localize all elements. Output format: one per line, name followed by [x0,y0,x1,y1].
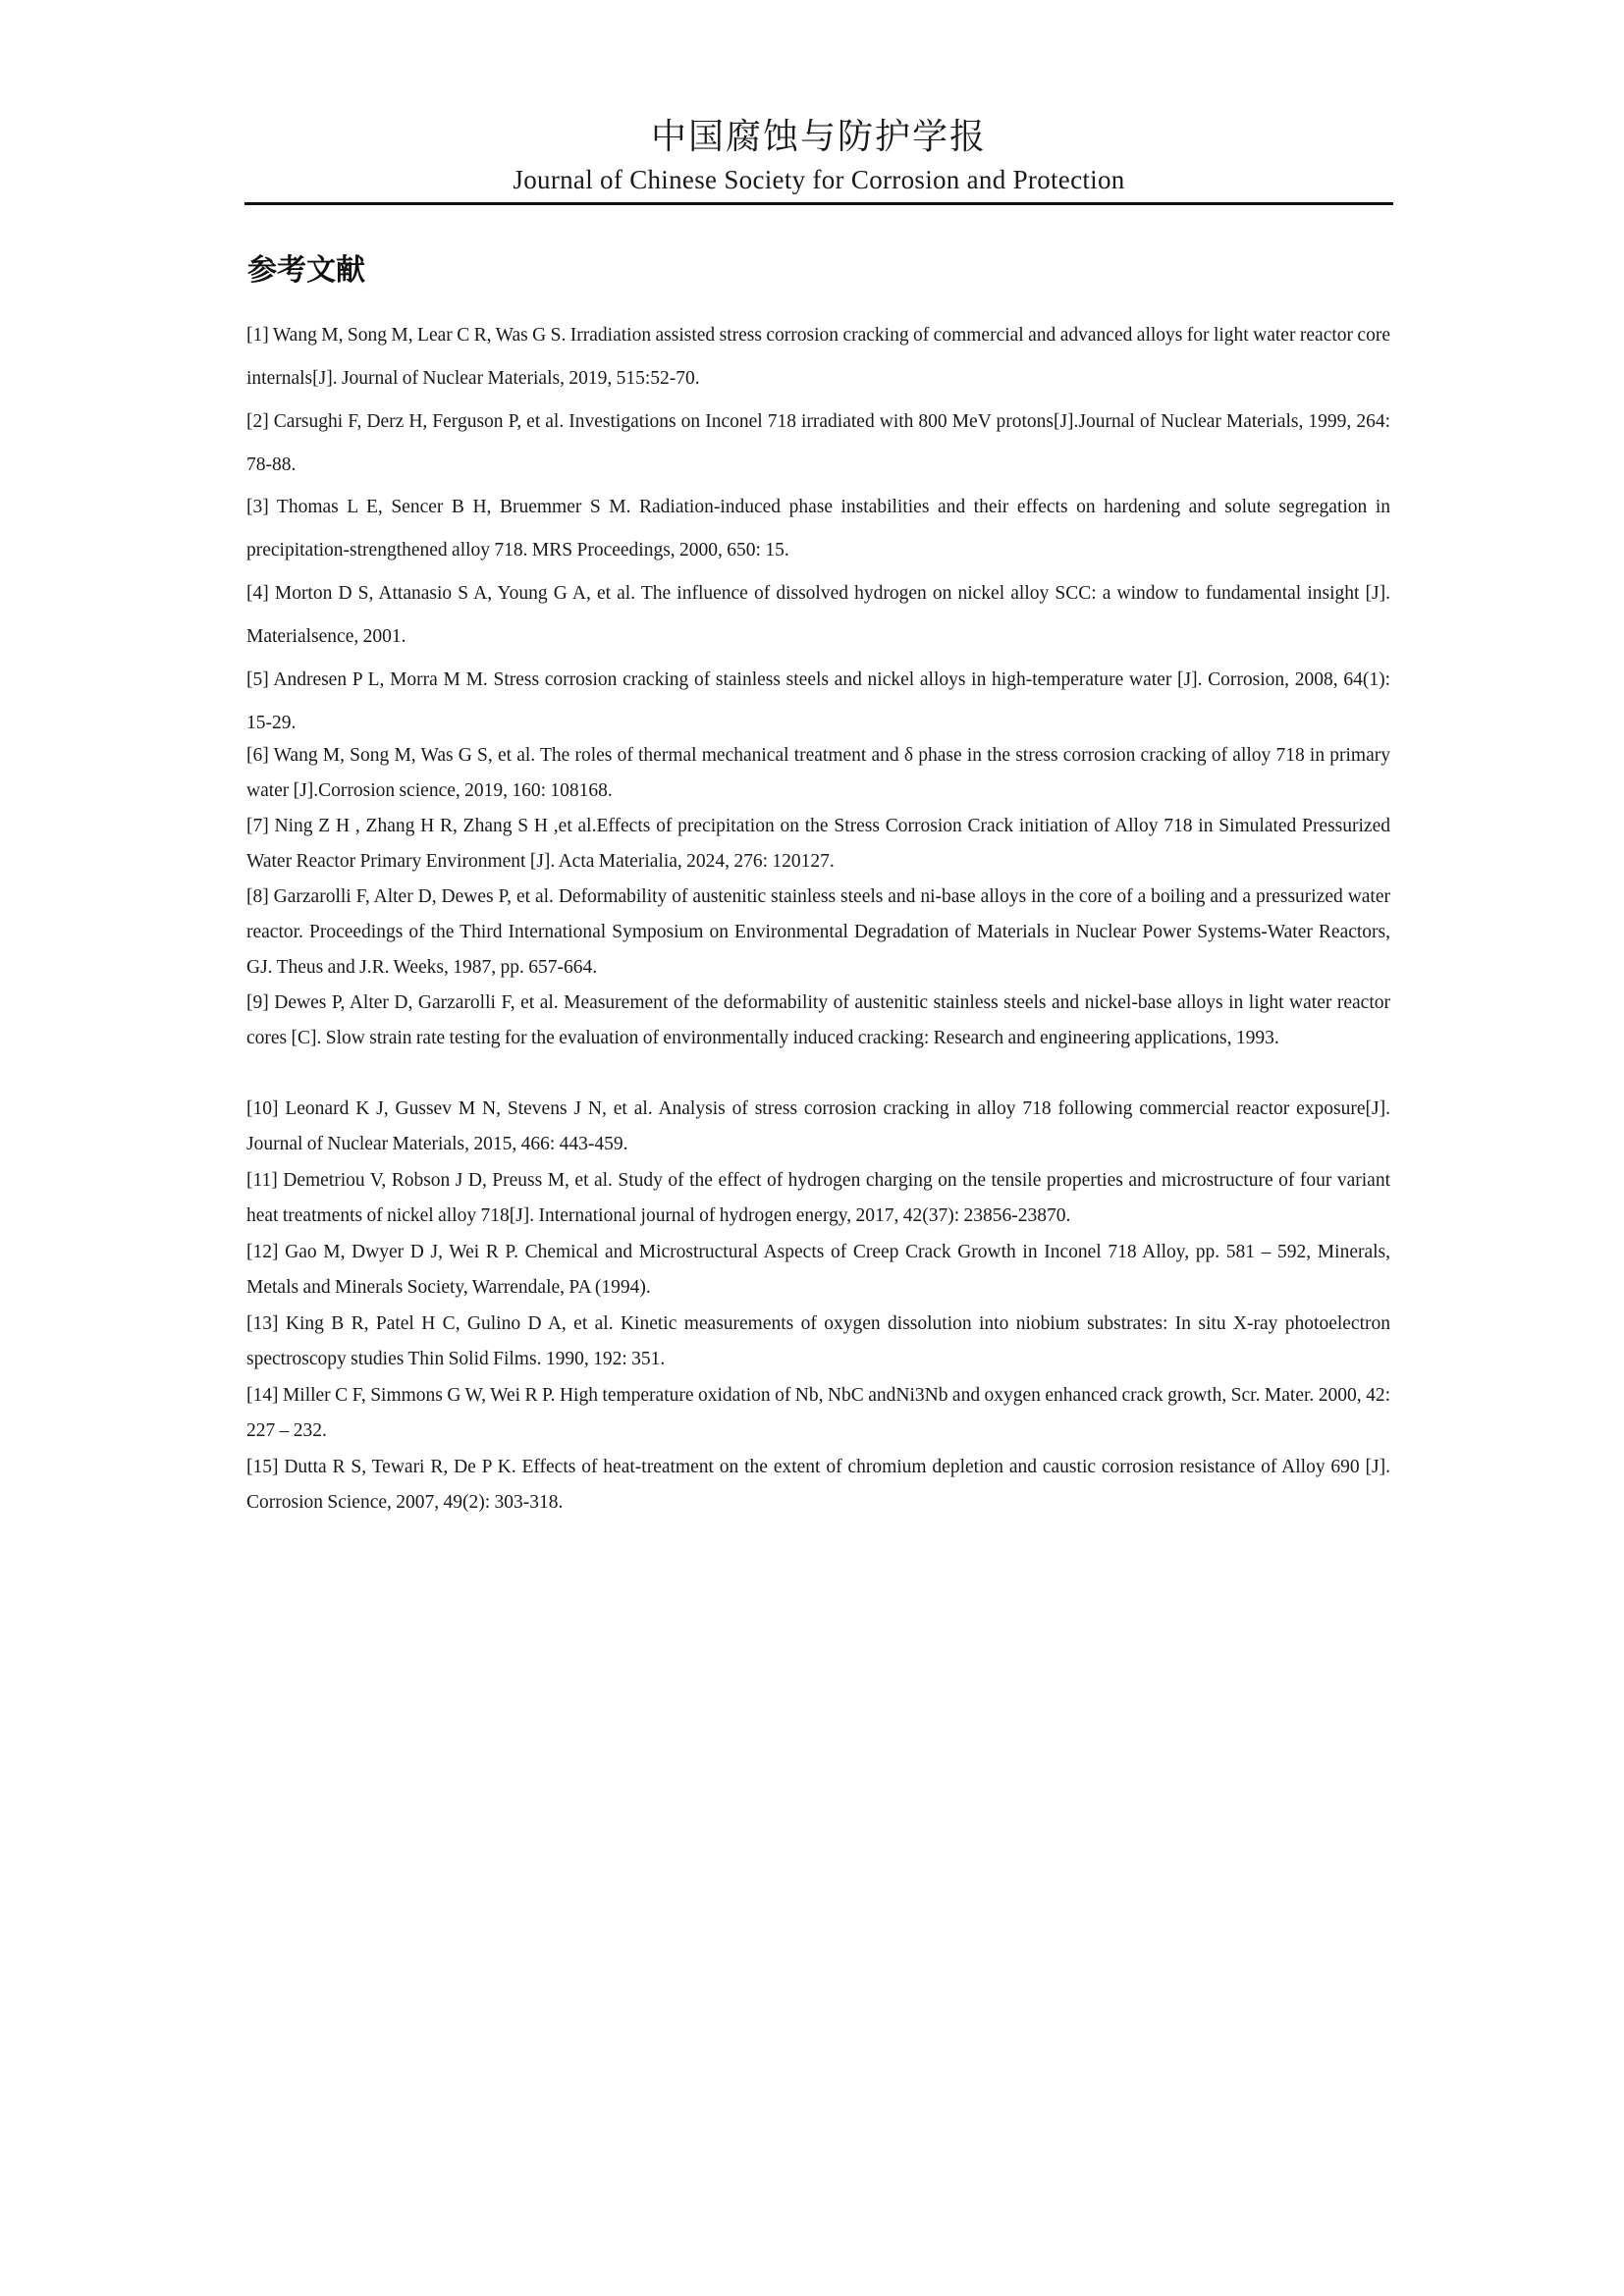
reference-item-11: [11] Demetriou V, Robson J D, Preuss M, et al. Study of the effect of hydrogen charging on the tensile properties and microstructure of four variant heat treatments of nickel alloy 718[J]. International journal of hydrogen energy, 2017, 42(37): 23856-23870. [246,1170,1390,1226]
reference-item-8: [8] Garzarolli F, Alter D, Dewes P, et al. Deformability of austenitic stainless steels and ni-base alloys in the core of a boiling and a pressurized water reactor. Proceedings of the Third International Symposium on Environmental Degradation of Materials in Nuclear Power Systems-Water Reactors, GJ. Theus and J.R. Weeks, 1987, pp. 657-664. [246,886,1390,978]
reference-item-2: [2] Carsughi F, Derz H, Ferguson P, et al. Investigations on Inconel 718 irradiated with 800 MeV protons[J].Journal of Nuclear Materials, 1999, 264: 78-88. [246,411,1390,475]
reference-item-15: [15] Dutta R S, Tewari R, De P K. Effects of heat-treatment on the extent of chromium depletion and caustic corrosion resistance of Alloy 690 [J]. Corrosion Science, 2007, 49(2): 303-318. [246,1457,1390,1513]
reference-item-14: [14] Miller C F, Simmons G W, Wei R P. High temperature oxidation of Nb, NbC andNi3Nb and oxygen enhanced crack growth, Scr. Mater. 2000, 42: 227 – 232. [246,1385,1390,1441]
header-divider [244,202,1393,205]
reference-item-5: [5] Andresen P L, Morra M M. Stress corrosion cracking of stainless steels and nickel alloys in high-temperature water [J]. Corrosion, 2008, 64(1): 15-29. [246,669,1390,733]
reference-item-3: [3] Thomas L E, Sencer B H, Bruemmer S M. Radiation-induced phase instabilities and their effects on hardening and solute segregation in precipitation-strengthened alloy 718. MRS Proceedings, 2000, 650: 15. [246,497,1390,561]
reference-item-10: [10] Leonard K J, Gussev M N, Stevens J N, et al. Analysis of stress corrosion cracking in alloy 718 following commercial reactor exposure[J]. Journal of Nuclear Materials, 2015, 466: 443-459. [246,1098,1390,1154]
journal-header [244,114,1393,196]
reference-item-4: [4] Morton D S, Attanasio S A, Young G A, et al. The influence of dissolved hydrogen on nickel alloy SCC: a window to fundamental insight [J]. Materialsence, 2001. [246,583,1390,647]
journal-title-english: Journal of Chinese Society for Corrosion and Protection [513,165,1125,194]
journal-title-chinese: 中国腐蚀与防护学报 [650,117,987,157]
reference-item-7: [7] Ning Z H , Zhang H R, Zhang S H ,et al.Effects of precipitation on the Stress Corrosion Crack initiation of Alloy 718 in Simulated Pressurized Water Reactor Primary Environment [J]. Acta Materialia, 2024, 276: 120127. [246,816,1390,872]
section-title-references: 参考文献 [247,253,365,288]
reference-item-1: [1] Wang M, Song M, Lear C R, Was G S. Irradiation assisted stress corrosion cracking of commercial and advanced alloys for light water reactor core internals[J]. Journal of Nuclear Materials, 2019, 515:52-70. [246,325,1390,389]
reference-item-12: [12] Gao M, Dwyer D J, Wei R P. Chemical and Microstructural Aspects of Creep Crack Growth in Inconel 718 Alloy, pp. 581 – 592, Minerals, Metals and Minerals Society, Warrendale, PA (1994). [246,1242,1390,1298]
reference-item-13: [13] King B R, Patel H C, Gulino D A, et al. Kinetic measurements of oxygen dissolution into niobium substrates: In situ X-ray photoelectron spectroscopy studies Thin Solid Films. 1990, 192: 351. [246,1313,1390,1369]
reference-item-6: [6] Wang M, Song M, Was G S, et al. The roles of thermal mechanical treatment and δ phase in the stress corrosion cracking of alloy 718 in primary water [J].Corrosion science, 2019, 160: 108168. [246,745,1390,801]
reference-item-9: [9] Dewes P, Alter D, Garzarolli F, et al. Measurement of the deformability of austenitic stainless steels and nickel-base alloys in light water reactor cores [C]. Slow strain rate testing for the evaluation of environmentally induced cracking: Research and engineering applications, 1993. [246,992,1390,1048]
